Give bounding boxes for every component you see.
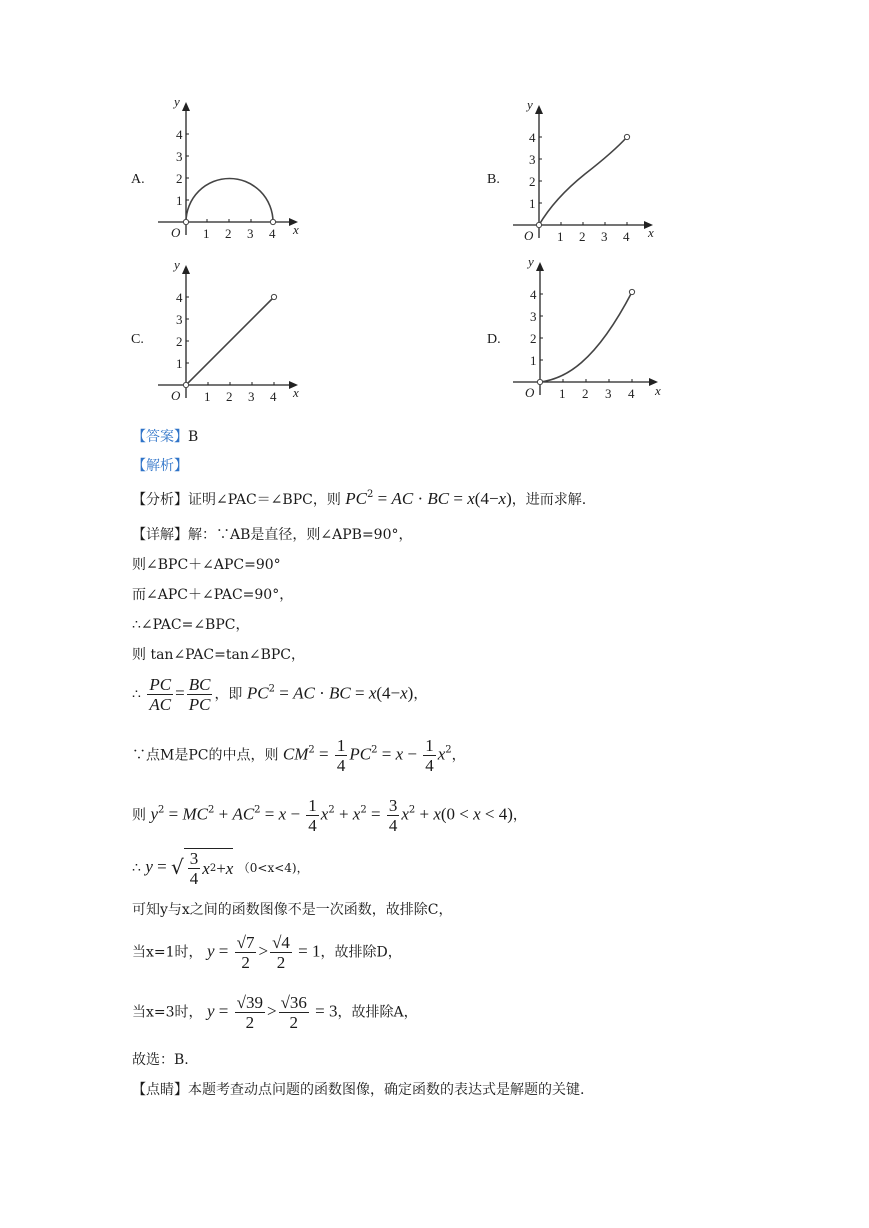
line-2: 而∠APC＋∠PAC=90°， (132, 587, 294, 603)
option-c-graph (150, 258, 310, 408)
svg-text:4: 4 (269, 226, 276, 241)
straight-line (186, 297, 274, 385)
svg-text:1: 1 (176, 356, 183, 371)
svg-text:O: O (525, 385, 535, 400)
svg-text:O: O (171, 388, 181, 403)
svg-text:1: 1 (204, 389, 211, 404)
svg-text:x: x (648, 225, 654, 240)
line-9: 可知y与x之间的函数图像不是一次函数，故排除C， (132, 902, 453, 918)
option-a-label: A. (131, 172, 145, 187)
fenxi-line: 【分析】证明∠PAC＝∠BPC，则 $PC^2$ = AC · BC = x(4−x)，进而求解. (132, 489, 587, 508)
svg-text:2: 2 (226, 389, 233, 404)
analysis-tag: 【解析】 (132, 458, 188, 474)
option-b-label: B. (487, 172, 500, 187)
line-6: ∵点M是PC的中点，则 $CM^2$ = $\frac{1}{4}$ $PC^2 = x$ − $\frac{1}{4}$ $x^2$， (132, 736, 466, 775)
svg-text:2: 2 (579, 229, 586, 244)
svg-text:O: O (171, 225, 181, 240)
svg-text:2: 2 (529, 174, 536, 189)
svg-text:2: 2 (176, 171, 183, 186)
line-3: ∴∠PAC=∠BPC， (132, 617, 250, 633)
svg-text:4: 4 (270, 389, 277, 404)
concave-up-curve (540, 292, 632, 382)
svg-text:2: 2 (176, 334, 183, 349)
line-1: 则∠BPC＋∠APC=90° (132, 557, 281, 573)
concave-down-curve (539, 137, 627, 225)
svg-text:4: 4 (176, 290, 183, 305)
svg-text:x: x (655, 383, 661, 398)
svg-text:3: 3 (247, 226, 254, 241)
svg-text:4: 4 (529, 130, 536, 145)
answer-line (132, 427, 198, 447)
svg-text:1: 1 (176, 193, 183, 208)
svg-text:y: y (174, 94, 180, 109)
svg-text:y: y (527, 97, 533, 112)
xiangjie-line: 【详解】解：∵AB是直径，则∠APB=90°， (132, 527, 413, 543)
svg-text:4: 4 (628, 386, 635, 401)
svg-text:3: 3 (601, 229, 608, 244)
svg-text:1: 1 (203, 226, 210, 241)
svg-text:3: 3 (248, 389, 255, 404)
option-d-graph (505, 255, 670, 405)
svg-text:1: 1 (529, 196, 536, 211)
svg-text:3: 3 (176, 312, 183, 327)
line-11: 当x=3时， y = $\frac{√39}{2}$ > $\frac{√36}{2}$ = 3，故排除A， (132, 993, 418, 1032)
svg-text:3: 3 (605, 386, 612, 401)
option-a-graph (150, 95, 310, 245)
svg-text:1: 1 (559, 386, 566, 401)
svg-text:y: y (528, 254, 534, 269)
line-4: 则 tan∠PAC=tan∠BPC， (132, 647, 305, 663)
svg-text:y: y (174, 257, 180, 272)
svg-text:4: 4 (623, 229, 630, 244)
line-12: 故选：B. (132, 1052, 189, 1068)
svg-text:3: 3 (176, 149, 183, 164)
line-7: 则 $y^2 = MC^2 + AC^2 = x$ − $\frac{1}{4}$ $x^2 + x^2$ = $\frac{3}{4}$ $x^2 + x(0 < x < 4)$， (132, 796, 527, 835)
option-d-label: D. (487, 332, 501, 347)
option-b-graph (505, 98, 665, 248)
line-5: ∴ $\frac{PC}{AC}$ = $\frac{BC}{PC}$ ，即 $PC^2$ = AC · BC = x(4−x)， (132, 675, 428, 714)
line-10: 当x=1时， y = $\frac{√7}{2}$ > $\frac{√4}{2}$ = 1，故排除D， (132, 933, 402, 972)
svg-text:3: 3 (529, 152, 536, 167)
svg-text:1: 1 (530, 353, 537, 368)
svg-text:2: 2 (530, 331, 537, 346)
svg-text:3: 3 (530, 309, 537, 324)
semicircle-curve (186, 179, 273, 223)
answer-tag: 【答案】 (132, 429, 188, 445)
dianjing-line: 【点睛】本题考查动点问题的函数图像，确定函数的表达式是解题的关键. (132, 1082, 585, 1098)
svg-text:x: x (293, 222, 299, 237)
svg-text:x: x (293, 385, 299, 400)
svg-text:4: 4 (530, 287, 537, 302)
svg-text:2: 2 (225, 226, 232, 241)
line-8: ∴ y = √ $\frac{3}{4}$ x 2 + x （0<x<4)， (132, 849, 309, 888)
svg-text:1: 1 (557, 229, 564, 244)
option-c-label: C. (131, 332, 144, 347)
answer-value: B (188, 429, 199, 445)
svg-text:4: 4 (176, 127, 183, 142)
svg-text:2: 2 (582, 386, 589, 401)
svg-text:O: O (524, 228, 534, 243)
